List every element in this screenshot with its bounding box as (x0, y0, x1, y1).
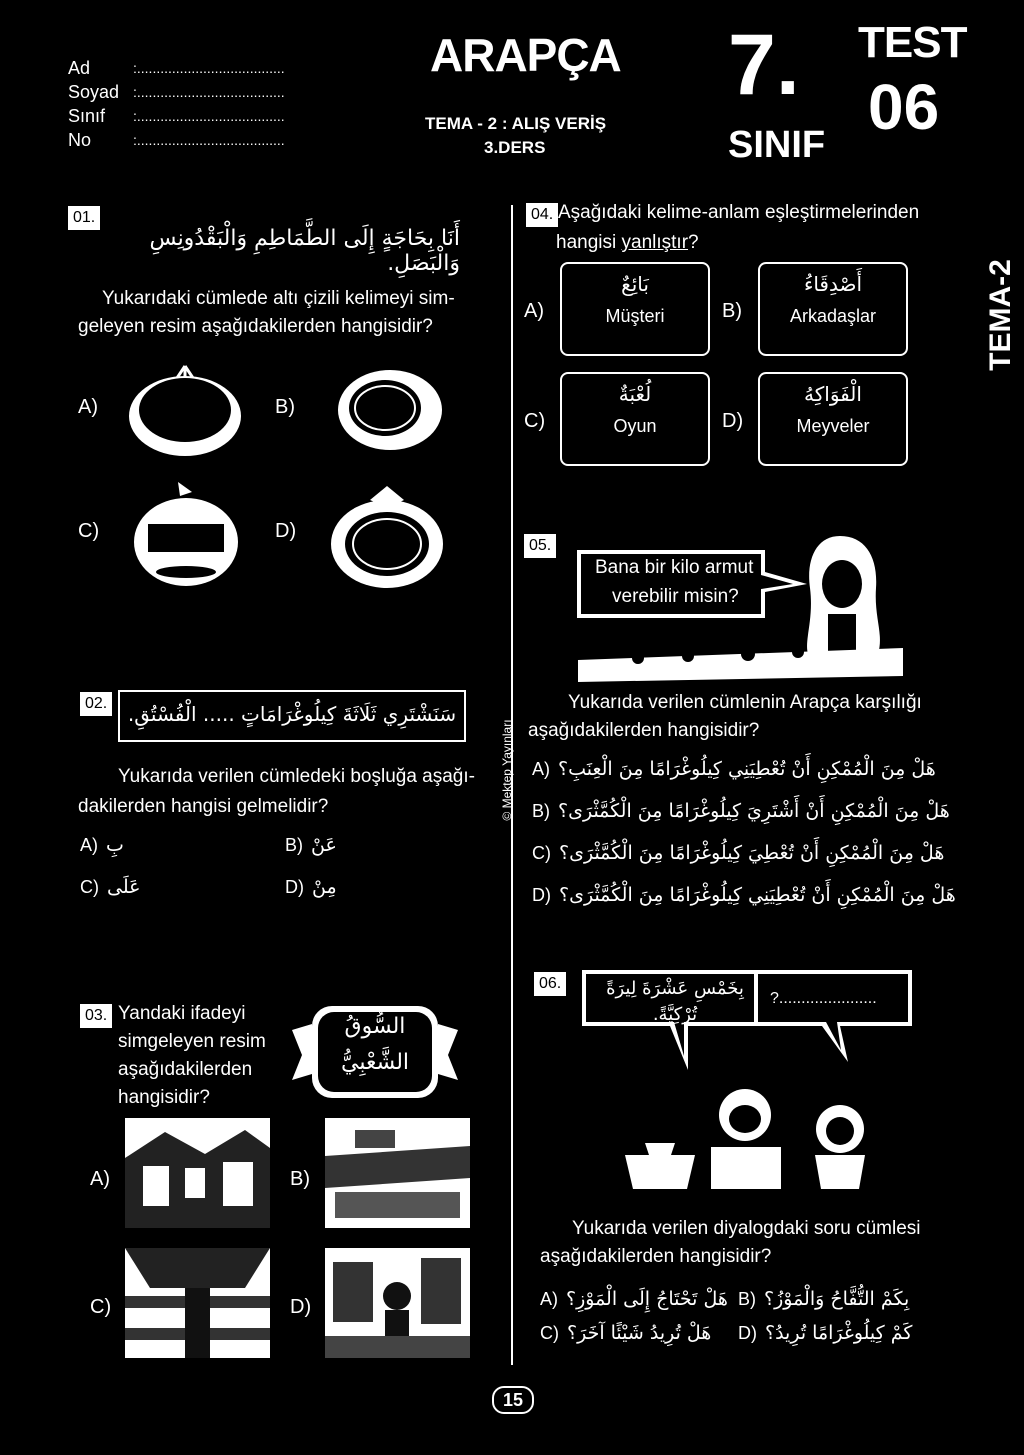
q4-option-a-label[interactable]: A) (524, 300, 544, 322)
q1-option-b-label[interactable]: B) (275, 396, 295, 418)
field-dots[interactable]: :...................................... (133, 60, 285, 76)
q5-option-b[interactable] (532, 800, 950, 822)
q1-text-2: geleyen resim aşağıdakilerden hangisidir? (78, 316, 433, 337)
word-meaning: Arkadaşlar (789, 306, 877, 326)
question-number: 01. (68, 206, 100, 230)
side-label: TEMA-2 (984, 259, 1017, 371)
q4-text-2 (556, 228, 699, 258)
option-label: A) (80, 835, 98, 855)
tomato-slice-image[interactable] (335, 360, 445, 455)
word-meaning: Oyun (613, 416, 657, 436)
question-number: 04. (526, 203, 558, 227)
q5-option-a[interactable] (532, 758, 936, 780)
option-label: B) (532, 801, 550, 821)
q2-option-b[interactable] (285, 834, 337, 856)
theme-title: TEMA - 2 : ALIŞ VERİŞ (425, 114, 607, 133)
question-number: 05. (524, 534, 556, 558)
q6-text-2: aşağıdakilerden hangisidir? (540, 1246, 772, 1267)
option-arabic: بِ (106, 834, 124, 856)
page-number: 15 (492, 1386, 534, 1414)
question-number: 03. (80, 1004, 112, 1028)
q4-option-d-box[interactable] (758, 372, 908, 466)
lesson-title: 3.DERS (484, 138, 546, 157)
q3-text (118, 1000, 266, 1112)
option-label: C) (532, 843, 551, 863)
q4-option-c-label[interactable]: C) (524, 410, 546, 432)
option-arabic: عَلَى (107, 876, 141, 898)
q5-bubble-line-1: Bana bir kilo armut (595, 557, 754, 578)
q3-option-c-label[interactable]: C) (90, 1296, 112, 1318)
q4-option-c-box[interactable] (560, 372, 710, 466)
option-arabic: هَلْ مِنَ الْمُمْكِنِ أَنْ أَشْتَرِيَ كِيلُوغْرَامًا مِنَ الْكُمَّثْرَى؟ (558, 800, 950, 822)
q2-sentence-box (118, 690, 466, 742)
q4-text-pre: hangisi (556, 232, 622, 253)
q3-text-line: hangisidir? (118, 1087, 210, 1108)
grade-label: SINIF (728, 124, 826, 166)
q1-text-1: Yukarıdaki cümlede altı çizili kelimeyi sim- (102, 288, 455, 309)
option-arabic: بِكَمْ التُّفَّاحُ وَالْمَوْزُ؟ (764, 1288, 910, 1310)
subject-title: ARAPÇA (430, 29, 621, 81)
option-arabic: مِنْ (312, 876, 337, 898)
q6-bubble-1-line-1: بِخَمْسِ عَشْرَةَ لِيرَةً (606, 978, 744, 999)
q4-option-b-box[interactable] (758, 262, 908, 356)
word-arabic: الْفَوَاكِهُ (804, 382, 862, 406)
cake-image[interactable] (130, 480, 242, 590)
bazaar-photo[interactable] (325, 1248, 470, 1358)
word-meaning: Müşteri (605, 306, 665, 326)
q2-option-d[interactable] (285, 876, 337, 898)
q6-bubble-2: ?...................... (770, 990, 877, 1007)
q6-option-b[interactable] (738, 1288, 909, 1310)
q2-arabic: سَنَشْتَرِي ثَلَاثَةَ كِيلُوغْرَامَاتٍ ..... الْفُسْتُقِ. (127, 702, 457, 726)
option-label: C) (540, 1323, 559, 1343)
q3-text-line: Yandaki ifadeyi (118, 1003, 246, 1024)
option-arabic: هَلْ مِنَ الْمُمْكِنِ أَنْ تُعْطِيَنِي كِيلُوغْرَامًا مِنَ الْكُمَّثْرَى؟ (559, 884, 956, 906)
fruit-seller-illustration (578, 530, 903, 690)
option-label: A) (540, 1289, 558, 1309)
option-label: B) (285, 835, 303, 855)
q4-text-post: ? (688, 232, 699, 253)
field-dots[interactable]: :...................................... (133, 132, 285, 148)
banner-line-2: الشَّعْبِيُّ (340, 1050, 410, 1075)
field-label-sinif: Sınıf (68, 106, 106, 126)
onion-image[interactable] (125, 358, 245, 458)
q5-option-d[interactable] (532, 884, 956, 906)
q1-option-c-label[interactable]: C) (78, 520, 100, 542)
word-arabic: بَائِعٌ (621, 272, 649, 296)
tomato-image[interactable] (330, 480, 445, 590)
option-label: D) (738, 1323, 757, 1343)
q5-option-c[interactable] (532, 842, 944, 864)
q5-text-1: Yukarıda verilen cümlenin Arapça karşılığı (568, 692, 922, 713)
side-label-wrap (985, 236, 1015, 396)
option-label: D) (285, 877, 304, 897)
mall-photo[interactable] (125, 1248, 270, 1358)
q2-text-2: dakilerden hangisi gelmelidir? (78, 796, 329, 817)
q1-arabic: أَنَا بِحَاجَةٍ إِلَى الطَّمَاطِمِ وَالْبَقْدُونِسِ وَالْبَصَلِ. (149, 226, 460, 276)
q6-option-d[interactable] (738, 1322, 912, 1344)
q5-bubble-line-2: verebilir misin? (612, 586, 739, 607)
question-number: 06. (534, 972, 566, 996)
q6-option-c[interactable] (540, 1322, 711, 1344)
q4-text-1: Aşağıdaki kelime-anlam eşleştirmelerinden (558, 202, 920, 223)
option-arabic: عَنْ (311, 834, 337, 856)
publisher: © Mektep Yayınları (500, 719, 514, 821)
banner-line-1: السُّوقُ (344, 1014, 406, 1039)
field-label-soyad: Soyad (68, 82, 120, 102)
grade-number: 7. (728, 17, 800, 113)
q4-option-d-label[interactable]: D) (722, 410, 744, 432)
test-label: TEST (858, 18, 967, 67)
test-number: 06 (868, 71, 940, 143)
field-dots[interactable]: :...................................... (133, 108, 285, 124)
option-label: A) (532, 759, 550, 779)
option-label: C) (80, 877, 99, 897)
word-meaning: Meyveler (796, 416, 870, 436)
harbor-photo[interactable] (325, 1118, 470, 1228)
option-arabic: كَمْ كِيلُوغْرَامًا تُرِيدُ؟ (765, 1322, 913, 1344)
option-label: D) (532, 885, 551, 905)
field-label-ad: Ad (68, 58, 91, 78)
q3-option-d-label[interactable]: D) (290, 1296, 312, 1318)
word-arabic: لُعْبَةٌ (618, 382, 652, 406)
option-arabic: هَلْ مِنَ الْمُمْكِنِ أَنْ تُعْطِيَ كِيلُوغْرَامًا مِنَ الْكُمَّثْرَى؟ (559, 842, 945, 864)
question-number: 02. (80, 692, 112, 716)
market-dialog-illustration (615, 1085, 890, 1195)
village-photo[interactable] (125, 1118, 270, 1228)
option-arabic: هَلْ تَحْتَاجُ إِلَى الْمَوْزِ؟ (566, 1288, 728, 1310)
q1-option-d-label[interactable]: D) (275, 520, 297, 542)
q4-text-underlined: yanlıştır (621, 232, 689, 253)
q4-option-a-box[interactable] (560, 262, 710, 356)
option-arabic: هَلْ تُرِيدُ شَيْئًا آخَرَ؟ (567, 1322, 712, 1344)
q3-option-b-label[interactable]: B) (290, 1168, 310, 1190)
q5-text-2: aşağıdakilerden hangisidir? (528, 720, 760, 741)
q6-bubble-1-line-2: تُرْكِيَّةً. (652, 1004, 698, 1025)
q3-option-a-label[interactable]: A) (90, 1168, 110, 1190)
q2-option-a[interactable] (80, 834, 124, 856)
option-arabic: هَلْ مِنَ الْمُمْكِنِ أَنْ تُعْطِيَنِي كِيلُوغْرَامًا مِنَ الْعِنَبِ؟ (558, 758, 936, 780)
q6-text-1: Yukarıda verilen diyalogdaki soru cümlesi (572, 1218, 921, 1239)
field-dots[interactable]: :...................................... (133, 84, 285, 100)
q1-option-a-label[interactable]: A) (78, 396, 98, 418)
q3-text-line: aşağıdakilerden (118, 1059, 253, 1080)
word-arabic: أَصْدِقَاءُ (803, 272, 863, 296)
option-label: B) (738, 1289, 756, 1309)
q3-text-line: simgeleyen resim (118, 1031, 266, 1052)
q6-option-a[interactable] (540, 1288, 728, 1310)
q2-option-c[interactable] (80, 876, 140, 898)
field-label-no: No (68, 130, 92, 150)
q2-text-1: Yukarıda verilen cümledeki boşluğa aşağı- (118, 766, 475, 787)
q4-option-b-label[interactable]: B) (722, 300, 742, 322)
